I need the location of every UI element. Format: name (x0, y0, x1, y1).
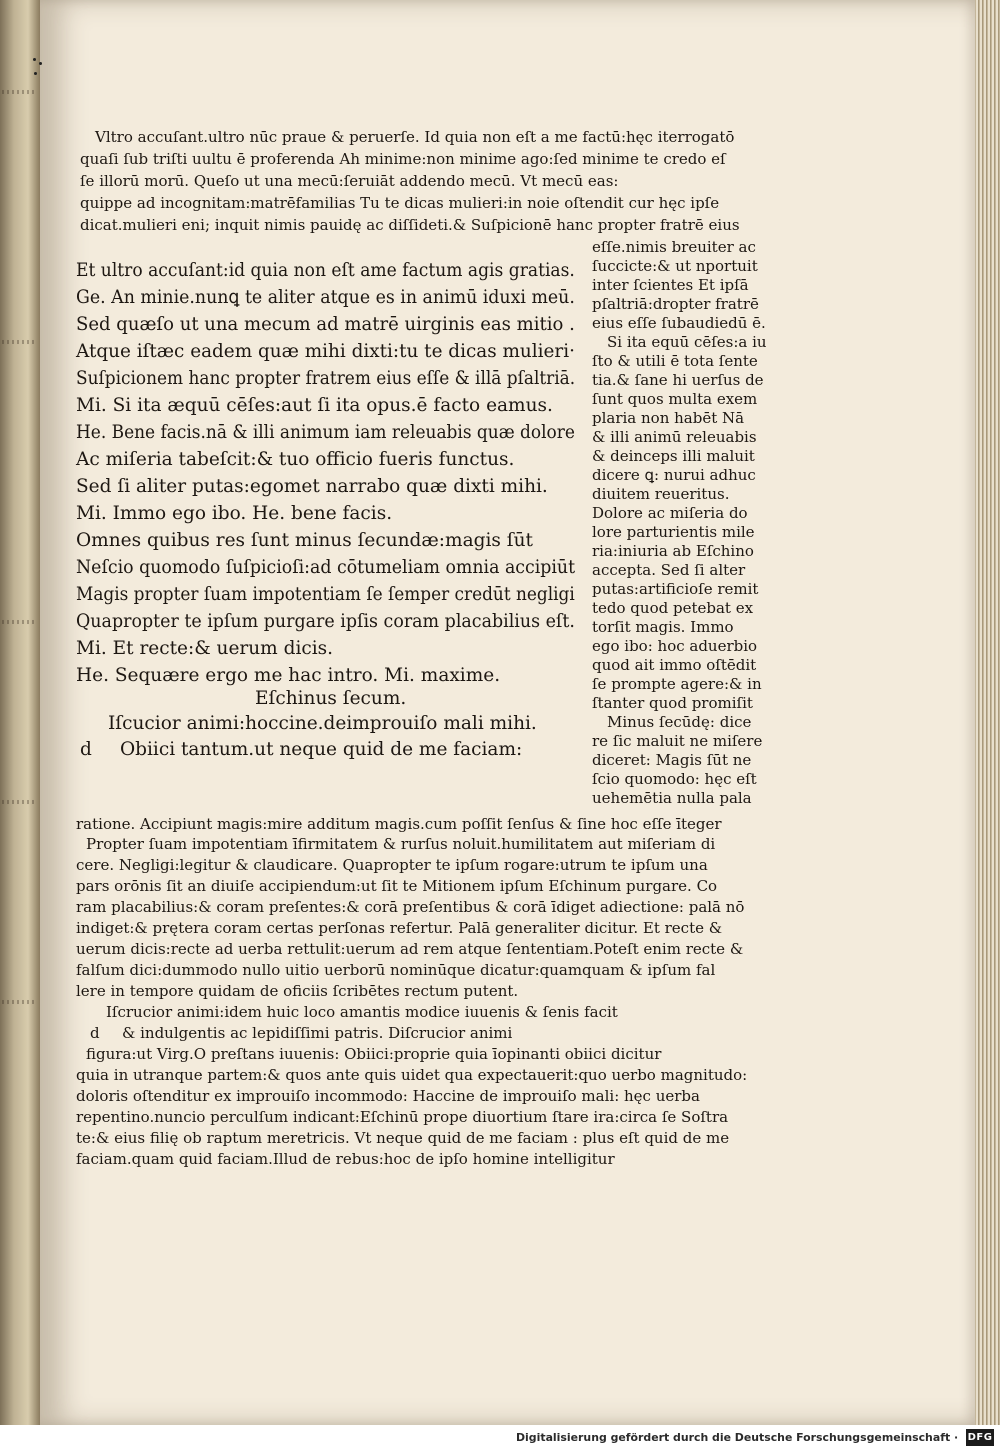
commentary-bottom-line: indiget:& prętera coram certas perſonas refertur. Palā generaliter dicitur. Et recte & (76, 919, 723, 937)
commentary-bottom-line: Iſcrucior animi:idem huic loco amantis modice iuuenis & ſenis facit (106, 1003, 618, 1021)
commentary-bottom-line: pars orōnis ſit an diuiſe accipiendum:ut ſit te Mitionem ipſum Eſchinum purgare. Co (76, 877, 718, 895)
side-note-line: inter ſcientes Et ipſā (592, 276, 749, 294)
commentary-top-line: quaſi ſub triſti uultu ē proferenda Ah minime:non minime ago:ſed minime te credo eſ (80, 150, 726, 168)
commentary-bottom-line: quia in utranque partem:& quos ante quis uidet qua expectauerit:quo uerbo magnitudo: (76, 1066, 748, 1084)
side-note-line: Minus ſecūdę: dice (607, 713, 752, 731)
commentary-top-line: quippe ad incognitam:matrēfamilias Tu te dicas mulieri:in noie oſtendit cur hęc ipſe (80, 194, 720, 212)
commentary-bottom-line: figura:ut Virg.O preſtans iuuenis: Obiici:proprie quia īopinanti obiici dicitur (86, 1045, 662, 1063)
side-note-line: & illi animū releuabis (592, 428, 757, 446)
side-note-line: quod ait immo oſtēdit (592, 656, 757, 674)
verse-line: Suſpicionem hanc propter fratrem eius eſſe & illā pſaltriā. (76, 368, 576, 389)
verse-line: He. Sequære ergo me hac intro. Mi. maxime. (76, 665, 501, 686)
verse-line: Mi. Si ita æquū cēſes:aut ſi ita opus.ē facto eamus. (76, 395, 553, 416)
commentary-bottom-line: Propter ſuam impotentiam īfirmitatem & rurſus noluit.humilitatem aut miſeriam di (86, 835, 716, 853)
side-note-line: Si ita equū cēſes:a iu (607, 333, 767, 351)
verse-line: Magis propter ſuam impotentiam ſe ſemper credūt negligi (76, 584, 575, 605)
verse-line: Atque iſtæc eadem quæ mihi dixti:tu te dicas mulieri· (76, 341, 575, 362)
page-stack-edge (975, 0, 1000, 1425)
section-marker: d (80, 739, 92, 760)
commentary-top-line: dicat.mulieri eni; inquit nimis pauidę ac diſſideti.& Suſpicionē hanc propter fratrē eius (80, 216, 740, 234)
verse-line: Sed quæſo ut una mecum ad matrē uirginis eas mitio . (76, 314, 575, 335)
side-note-line: ſcio quomodo: hęc eſt (592, 770, 757, 788)
side-note-line: plaria non habēt Nā (592, 409, 745, 427)
side-note-line: ſunt quos multa exem (592, 390, 758, 408)
commentary-bottom-line: ram placabilius:& coram preſentes:& corā preſentibus & corā īdiget adiectione: palā nō (76, 898, 745, 916)
side-note-line: pſaltriā:dropter fratrē (592, 295, 759, 313)
dfg-logo: DFG (966, 1429, 994, 1446)
side-note-line: putas:artificioſe remit (592, 580, 759, 598)
footer-bar (0, 1425, 1000, 1452)
verse-line: Omnes quibus res ſunt minus ſecundæ:magis ſūt (76, 530, 533, 551)
verse-line: Ac miſeria tabeſcit:& tuo officio fueris functus. (76, 449, 515, 470)
side-note-line: torſit magis. Immo (592, 618, 734, 636)
side-note-line: ſe prompte agere:& in (592, 675, 762, 693)
side-note-line: re ſic maluit ne miſere (592, 732, 763, 750)
commentary-bottom-line: ratione. Accipiunt magis:mire additum magis.cum poſſit ſenſus & ſine hoc eſſe īteger (76, 815, 722, 833)
side-note-line: ria:iniuria ab Eſchino (592, 542, 754, 560)
commentary-bottom-line: doloris oſtenditur ex improuiſo incommodo: Haccine de improuiſo mali: hęc uerba (76, 1087, 700, 1105)
verse-line: Et ultro accuſant:id quia non eſt ame factum agis gratias. (76, 260, 575, 281)
commentary-top-line: Vltro accuſant.ultro nūc praue & peruerſe. Id quia non eſt a me factū:hęc iterrogatō (95, 128, 735, 146)
verse-line: Iſcucior animi:hoccine.deimprouiſo mali mihi. (108, 713, 537, 734)
side-note-line: diceret: Magis ſūt ne (592, 751, 752, 769)
scene-heading: Eſchinus ſecum. (255, 688, 407, 709)
adjacent-page-edge (0, 0, 40, 1425)
funding-notice: Digitalisierung gefördert durch die Deutsche Forschungsgemeinschaft · (516, 1431, 959, 1444)
side-note-line: eius eſſe ſubaudiedū ē. (592, 314, 766, 332)
section-marker: d (90, 1024, 100, 1042)
side-note-line: Dolore ac miſeria do (592, 504, 748, 522)
verse-line: Obiici tantum.ut neque quid de me faciam: (120, 739, 523, 760)
verse-line: Neſcio quomodo ſuſpicioſi:ad cōtumeliam omnia accipiūt (76, 557, 576, 578)
commentary-bottom-line: repentino.nuncio perculſum indicant:Eſchinū prope diuortium ſtare ira:circa ſe Soſtra (76, 1108, 729, 1126)
verse-line: He. Bene facis.nā & illi animum iam releuabis quæ dolore (76, 422, 575, 443)
side-note-line: dicere ꝗ: nurui adhuc (592, 466, 756, 484)
commentary-bottom-line: uerum dicis:recte ad uerba rettulit:uerum ad rem atque ſententiam.Poteſt enim recte & (76, 940, 744, 958)
commentary-bottom-line: cere. Negligi:legitur & claudicare. Quapropter te ipſum rogare:utrum te ipſum una (76, 856, 708, 874)
ink-dots (33, 58, 45, 88)
side-note-line: ego ibo: hoc aduerbio (592, 637, 758, 655)
commentary-bottom-line: lere in tempore quidam de oficiis ſcribētes rectum putent. (76, 982, 519, 1000)
verse-line: Quapropter te ipſum purgare ipſis coram placabilius eſt. (76, 611, 575, 632)
side-note-line: ſtanter quod promiſit (592, 694, 753, 712)
side-note-line: accepta. Sed ſi alter (592, 561, 746, 579)
side-note-line: tedo quod petebat ex (592, 599, 754, 617)
side-note-line: ſto & utili ē tota ſente (592, 352, 758, 370)
commentary-bottom-line: faciam.quam quid faciam.Illud de rebus:hoc de ipſo homine intelligitur (76, 1150, 615, 1168)
side-note-line: tia.& ſane hi uerſus de (592, 371, 764, 389)
verse-line: Mi. Et recte:& uerum dicis. (76, 638, 334, 659)
commentary-bottom-line: & indulgentis ac lepidiſſimi patris. Diſcrucior animi (122, 1024, 513, 1042)
commentary-bottom-line: te:& eius filię ob raptum meretricis. Vt neque quid de me faciam : plus eſt quid de me (76, 1129, 730, 1147)
commentary-bottom-line: falſum dici:dummodo nullo uitio uerborū nominūque dicatur:quamquam & ipſum fal (76, 961, 716, 979)
verse-line: Ge. An minie.nunꝗ te aliter atque es in animū iduxi meū. (76, 287, 575, 308)
commentary-top-line: ſe illorū morū. Queſo ut una mecū:ſeruiāt addendo mecū. Vt mecū eas: (80, 172, 619, 190)
side-note-line: lore parturientis mile (592, 523, 755, 541)
verse-line: Mi. Immo ego ibo. He. bene facis. (76, 503, 393, 524)
side-note-line: eſſe.nimis breuiter ac (592, 238, 756, 256)
side-note-line: uehemētia nulla pala (592, 789, 752, 807)
verse-line: Sed ſi aliter putas:egomet narrabo quæ dixti mihi. (76, 476, 548, 497)
side-note-line: diuitem reueritus. (592, 485, 730, 503)
side-note-line: & deinceps illi maluit (592, 447, 755, 465)
side-note-line: ſuccicte:& ut nportuit (592, 257, 758, 275)
